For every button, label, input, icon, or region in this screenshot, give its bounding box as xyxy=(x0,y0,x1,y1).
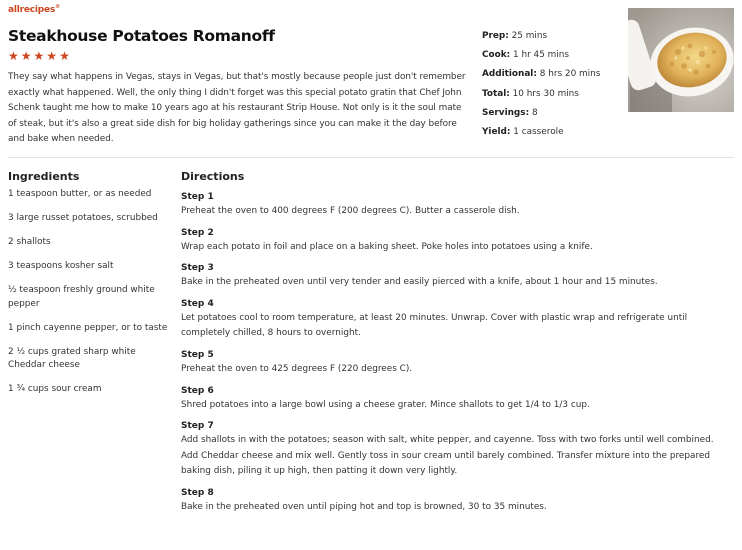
directions-heading: Directions xyxy=(181,170,245,183)
star-icon: ★ xyxy=(33,49,45,63)
meta-prep xyxy=(482,30,622,49)
star-icon: ★ xyxy=(20,49,32,63)
step-label: Step 6 xyxy=(181,385,214,396)
direction-step xyxy=(181,298,733,341)
meta-cook xyxy=(482,49,622,68)
meta-label: Total: xyxy=(482,88,510,99)
star-icon: ★ xyxy=(8,49,19,63)
meta-value: 25 mins xyxy=(511,31,548,41)
step-label: Step 2 xyxy=(181,227,214,238)
meta-total xyxy=(482,88,622,107)
step-text: Bake in the preheated oven until piping hot and top is browned, 30 to 35 minutes. xyxy=(181,501,547,512)
ingredients-heading: Ingredients xyxy=(8,170,80,183)
step-text: Add shallots in with the potatoes; season with salt, white pepper, and cayenne. Toss with two forks until well combined. Add Cheddar cheese and mix well. Gently toss in sour cream until barely combined. Transfer mixture into the prepared baking dish, piling it up high, then patting it down very lightly. xyxy=(181,435,714,476)
meta-label: Servings: xyxy=(482,107,530,118)
ingredient-item: 2 ½ cups grated sharp white Cheddar cheese xyxy=(8,346,136,370)
meta-label: Additional: xyxy=(482,69,537,80)
meta-label: Cook: xyxy=(482,50,511,61)
ingredient-item: 3 large russet potatoes, scrubbed xyxy=(8,213,158,223)
recipe-photo[interactable] xyxy=(628,8,734,112)
recipe-meta xyxy=(482,30,622,145)
meta-value: 10 hrs 30 mins xyxy=(512,88,579,99)
step-label: Step 1 xyxy=(181,192,214,202)
direction-step xyxy=(181,385,733,413)
step-text: Preheat the oven to 400 degrees F (200 degrees C). Butter a casserole dish. xyxy=(181,206,520,216)
step-text: Shred potatoes into a large bowl using a cheese grater. Mince shallots to get 1/4 to 1/3 cup. xyxy=(181,399,590,410)
meta-value: 8 hrs 20 mins xyxy=(539,69,601,80)
direction-step xyxy=(181,349,733,377)
rating-stars[interactable] xyxy=(8,50,70,63)
allrecipes-logo[interactable] xyxy=(8,4,60,15)
star-icon: ★ xyxy=(46,49,58,63)
meta-value: 1 casserole xyxy=(513,126,564,137)
ingredient-item: ½ teaspoon freshly ground white pepper xyxy=(8,285,155,309)
ingredients-list xyxy=(8,188,168,407)
meta-yield xyxy=(482,126,622,145)
ingredient-item: 1 teaspoon butter, or as needed xyxy=(8,189,152,199)
meta-value: 8 xyxy=(531,107,538,118)
section-divider xyxy=(8,157,734,158)
step-text: Bake in the preheated oven until very tender and easily pierced with a knife, about 1 hour and 15 minutes. xyxy=(181,277,658,288)
step-label: Step 4 xyxy=(181,299,214,310)
ingredient-item: 1 ¾ cups sour cream xyxy=(8,384,102,394)
direction-step xyxy=(181,191,733,219)
meta-servings xyxy=(482,107,622,126)
step-text: Let potatoes cool to room temperature, at least 20 minutes. Unwrap. Cover with plastic wrap and refrigerate until completely chilled, 8 hours to overnight. xyxy=(181,313,688,339)
direction-step xyxy=(181,227,733,255)
logo-mark: ® xyxy=(55,4,60,10)
step-label: Step 3 xyxy=(181,263,214,274)
ingredient-item: 1 pinch cayenne pepper, or to taste xyxy=(8,322,168,333)
step-label: Step 5 xyxy=(181,350,214,361)
meta-label: Prep: xyxy=(482,31,509,41)
step-text: Preheat the oven to 425 degrees F (220 degrees C). xyxy=(181,364,413,375)
logo-text: allrecipes xyxy=(8,5,56,15)
step-label: Step 8 xyxy=(181,487,214,498)
casserole-image xyxy=(628,8,734,112)
recipe-description: They say what happens in Vegas, stays in Vegas, but that's mostly because people just don't remember exactly what happened. Well, the only thing I didn't forget was this special potato gratin that Chef John Schenk taught me how to make 10 years ago at his restaurant Strip House. Not only is it the soul mate of steak, but it's also a great side dish for big holiday gatherings since you can make it the day before and bake when needed. xyxy=(8,72,466,145)
meta-value: 1 hr 45 mins xyxy=(513,50,570,61)
step-label: Step 7 xyxy=(181,421,214,432)
step-text: Wrap each potato in foil and place on a baking sheet. Poke holes into potatoes using a knife. xyxy=(181,241,593,252)
star-icon: ★ xyxy=(59,49,70,63)
meta-additional xyxy=(482,68,622,87)
direction-step xyxy=(181,262,733,290)
direction-step xyxy=(181,487,733,515)
directions-list xyxy=(181,191,733,522)
recipe-title: Steakhouse Potatoes Romanoff xyxy=(8,27,275,45)
ingredient-item: 2 shallots xyxy=(8,237,51,247)
meta-label: Yield: xyxy=(482,126,511,137)
ingredient-item: 3 teaspoons kosher salt xyxy=(8,261,114,271)
direction-step xyxy=(181,420,733,479)
